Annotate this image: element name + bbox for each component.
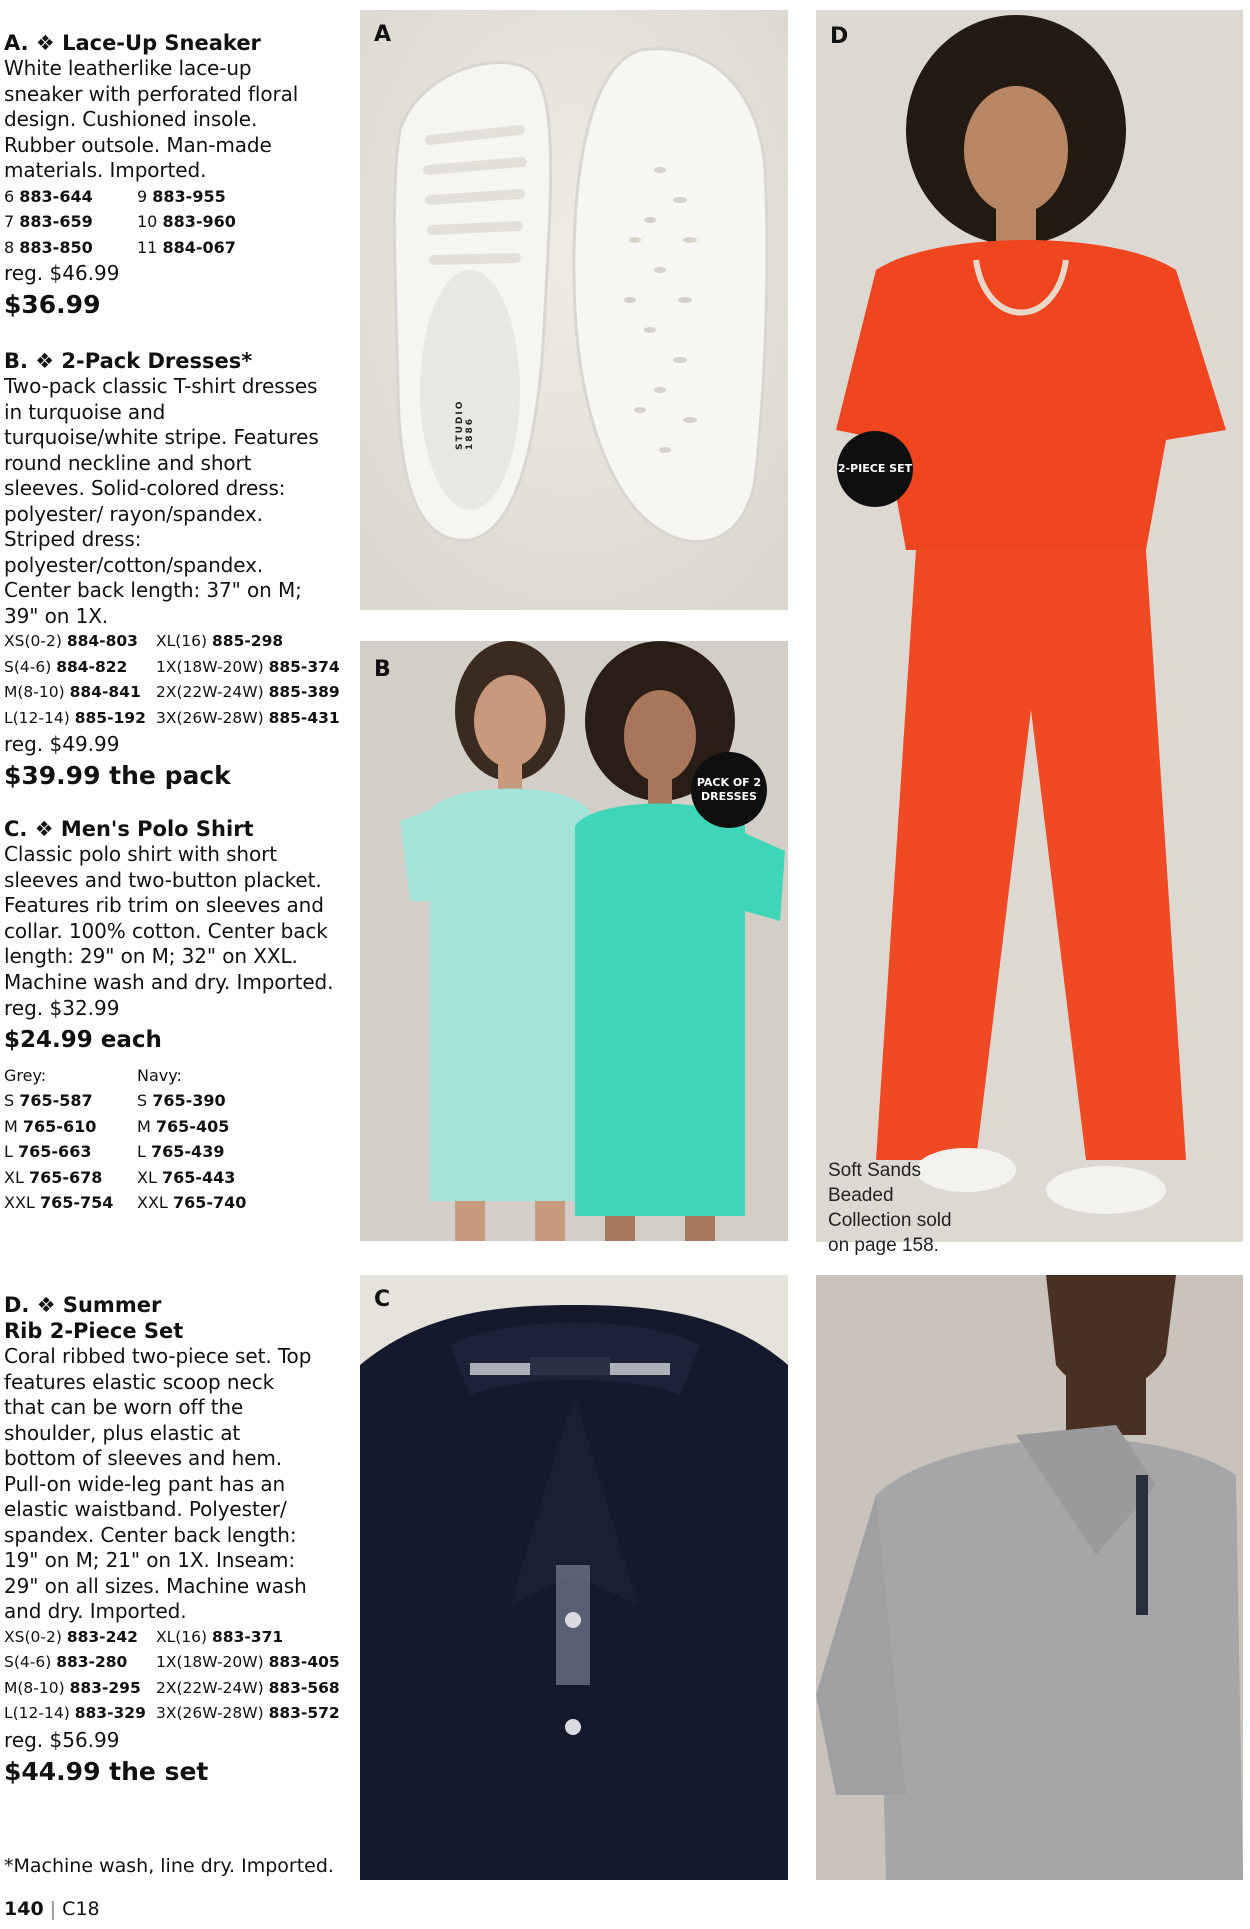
product-a-title: A. ❖ Lace-Up Sneaker (4, 31, 261, 55)
sku-item: XL 765-443 (137, 1167, 236, 1187)
sku-item: 2X(22W-24W) 885-389 (156, 683, 340, 701)
polo-illustration (360, 1275, 788, 1880)
coral-set-illustration (816, 10, 1243, 1242)
photo-a-sneakers (360, 10, 788, 610)
product-c-reg-price: reg. $32.99 (4, 996, 120, 1020)
product-d-sale-price: $44.99 the set (4, 1756, 209, 1786)
product-b-sale-price: $39.99 the pack (4, 761, 231, 790)
product-d (4, 1292, 354, 1789)
sku-item: S(4-6) 883-280 (4, 1653, 128, 1671)
sku-item: 3X(26W-28W) 883-572 (156, 1704, 340, 1722)
product-d-sku-grid (4, 1625, 354, 1727)
product-b-reg-price: reg. $49.99 (4, 732, 120, 756)
photo-c-letter: C (374, 1287, 391, 1312)
sku-item: 8 883-850 (4, 237, 93, 257)
sku-item: 7 883-659 (4, 212, 93, 231)
product-a (4, 30, 354, 322)
photo-b-letter: B (374, 657, 391, 682)
set-badge: 2-PIECE SET (837, 431, 913, 507)
product-d-description: Coral ribbed two-piece set. Top features elastic scoop neck that can be worn off the shoulder, plus elastic at bottom of sleeves and hem. Pull-on wide-leg pant has an elastic waistband. Polyester/ spandex. Center back length: 19" on M; 21" on 1X. Inseam: 29" on all sizes. Machine wash and dry. Imported. (4, 1344, 312, 1623)
color-navy-label: Navy: (137, 1066, 182, 1085)
product-b-description: Two-pack classic T-shirt dresses in turquoise and turquoise/white stripe. Features round neckline and short sleeves. Solid-colored dress: polyester/ rayon/spandex. Striped dress: polyester/cotton/spandex. Center back length: 37" on M; 39" on 1X. (4, 374, 319, 628)
sku-item: 2X(22W-24W) 883-568 (156, 1678, 340, 1697)
grey-polo-illustration (816, 1275, 1243, 1880)
catalog-code: C18 (62, 1898, 100, 1920)
product-b-sku-grid (4, 629, 354, 731)
sku-item: XL(16) 885-298 (156, 632, 284, 650)
product-c-sale-price: $24.99 each (4, 1027, 162, 1053)
shoe-brand-text: STUDIO 1886 (455, 399, 475, 450)
product-d-title: D. ❖ Summer Rib 2-Piece Set (4, 1293, 184, 1343)
pack-badge: PACK OF 2 DRESSES (691, 752, 767, 828)
product-a-description: White leatherlike lace-up sneaker with perforated floral design. Cushioned insole. Rubber outsole. Man-made materials. Imported. (4, 56, 299, 182)
sku-item: S(4-6) 884-822 (4, 657, 128, 676)
sku-item: 6 883-644 (4, 186, 93, 206)
sku-item: 1X(18W-20W) 883-405 (156, 1653, 340, 1671)
product-c-sku-grid (4, 1063, 354, 1216)
sku-item: 1X(18W-20W) 885-374 (156, 657, 340, 676)
jewelry-caption: Soft Sands Beaded Collection sold on page 158. (828, 1160, 952, 1256)
sku-item: M(8-10) 884-841 (4, 683, 141, 701)
sku-item: L 765-439 (137, 1142, 225, 1161)
photo-d-letter: D (830, 24, 849, 49)
sku-item: M 765-610 (4, 1116, 97, 1136)
sku-item: XS(0-2) 883-242 (4, 1627, 138, 1646)
product-d-reg-price: reg. $56.99 (4, 1727, 120, 1752)
sku-item: XL 765-678 (4, 1167, 103, 1187)
product-b-title: B. ❖ 2-Pack Dresses* (4, 349, 253, 373)
sku-item: 9 883-955 (137, 186, 226, 206)
product-a-sku-grid (4, 184, 354, 261)
sku-item: S 765-587 (4, 1091, 93, 1110)
product-c-description: Classic polo shirt with short sleeves and two-button placket. Features rib trim on sleeves and collar. 100% cotton. Center back length: 29" on M; 32" on XXL. Machine wash and dry. Imported. (4, 842, 334, 994)
sku-item: L 765-663 (4, 1142, 92, 1161)
color-grey-label: Grey: (4, 1066, 47, 1085)
product-c-title: C. ❖ Men's Polo Shirt (4, 817, 254, 841)
sku-item: 11 884-067 (137, 237, 236, 257)
photo-d-coral-set (816, 10, 1243, 1256)
page-number: 140 (4, 1898, 44, 1920)
sku-item: L(12-14) 883-329 (4, 1704, 146, 1722)
photo-a-letter: A (374, 22, 392, 47)
sku-item: M(8-10) 883-295 (4, 1678, 141, 1697)
page-folio (4, 1898, 100, 1920)
photo-c-grey-polo-model (816, 1275, 1243, 1880)
dresses-illustration (360, 641, 788, 1241)
folio-separator: | (49, 1898, 57, 1920)
sku-item: L(12-14) 885-192 (4, 708, 146, 727)
product-a-reg-price: reg. $46.99 (4, 261, 120, 285)
product-b (4, 348, 354, 793)
sku-item: M 765-405 (137, 1116, 230, 1136)
product-a-sale-price: $36.99 (4, 290, 101, 319)
photo-c-polo (360, 1275, 788, 1880)
sku-item: XL(16) 883-371 (156, 1627, 284, 1646)
sku-item: XS(0-2) 884-803 (4, 632, 138, 650)
sku-item: S 765-390 (137, 1091, 226, 1110)
sku-item: XXL 765-740 (137, 1193, 247, 1212)
sku-item: 3X(26W-28W) 885-431 (156, 708, 340, 727)
sku-item: 10 883-960 (137, 212, 236, 231)
footnote: *Machine wash, line dry. Imported. (4, 1855, 334, 1877)
sneaker-illustration (360, 10, 788, 610)
photo-b-dresses (360, 641, 788, 1241)
sku-item: XXL 765-754 (4, 1193, 114, 1212)
product-c (4, 816, 354, 1216)
